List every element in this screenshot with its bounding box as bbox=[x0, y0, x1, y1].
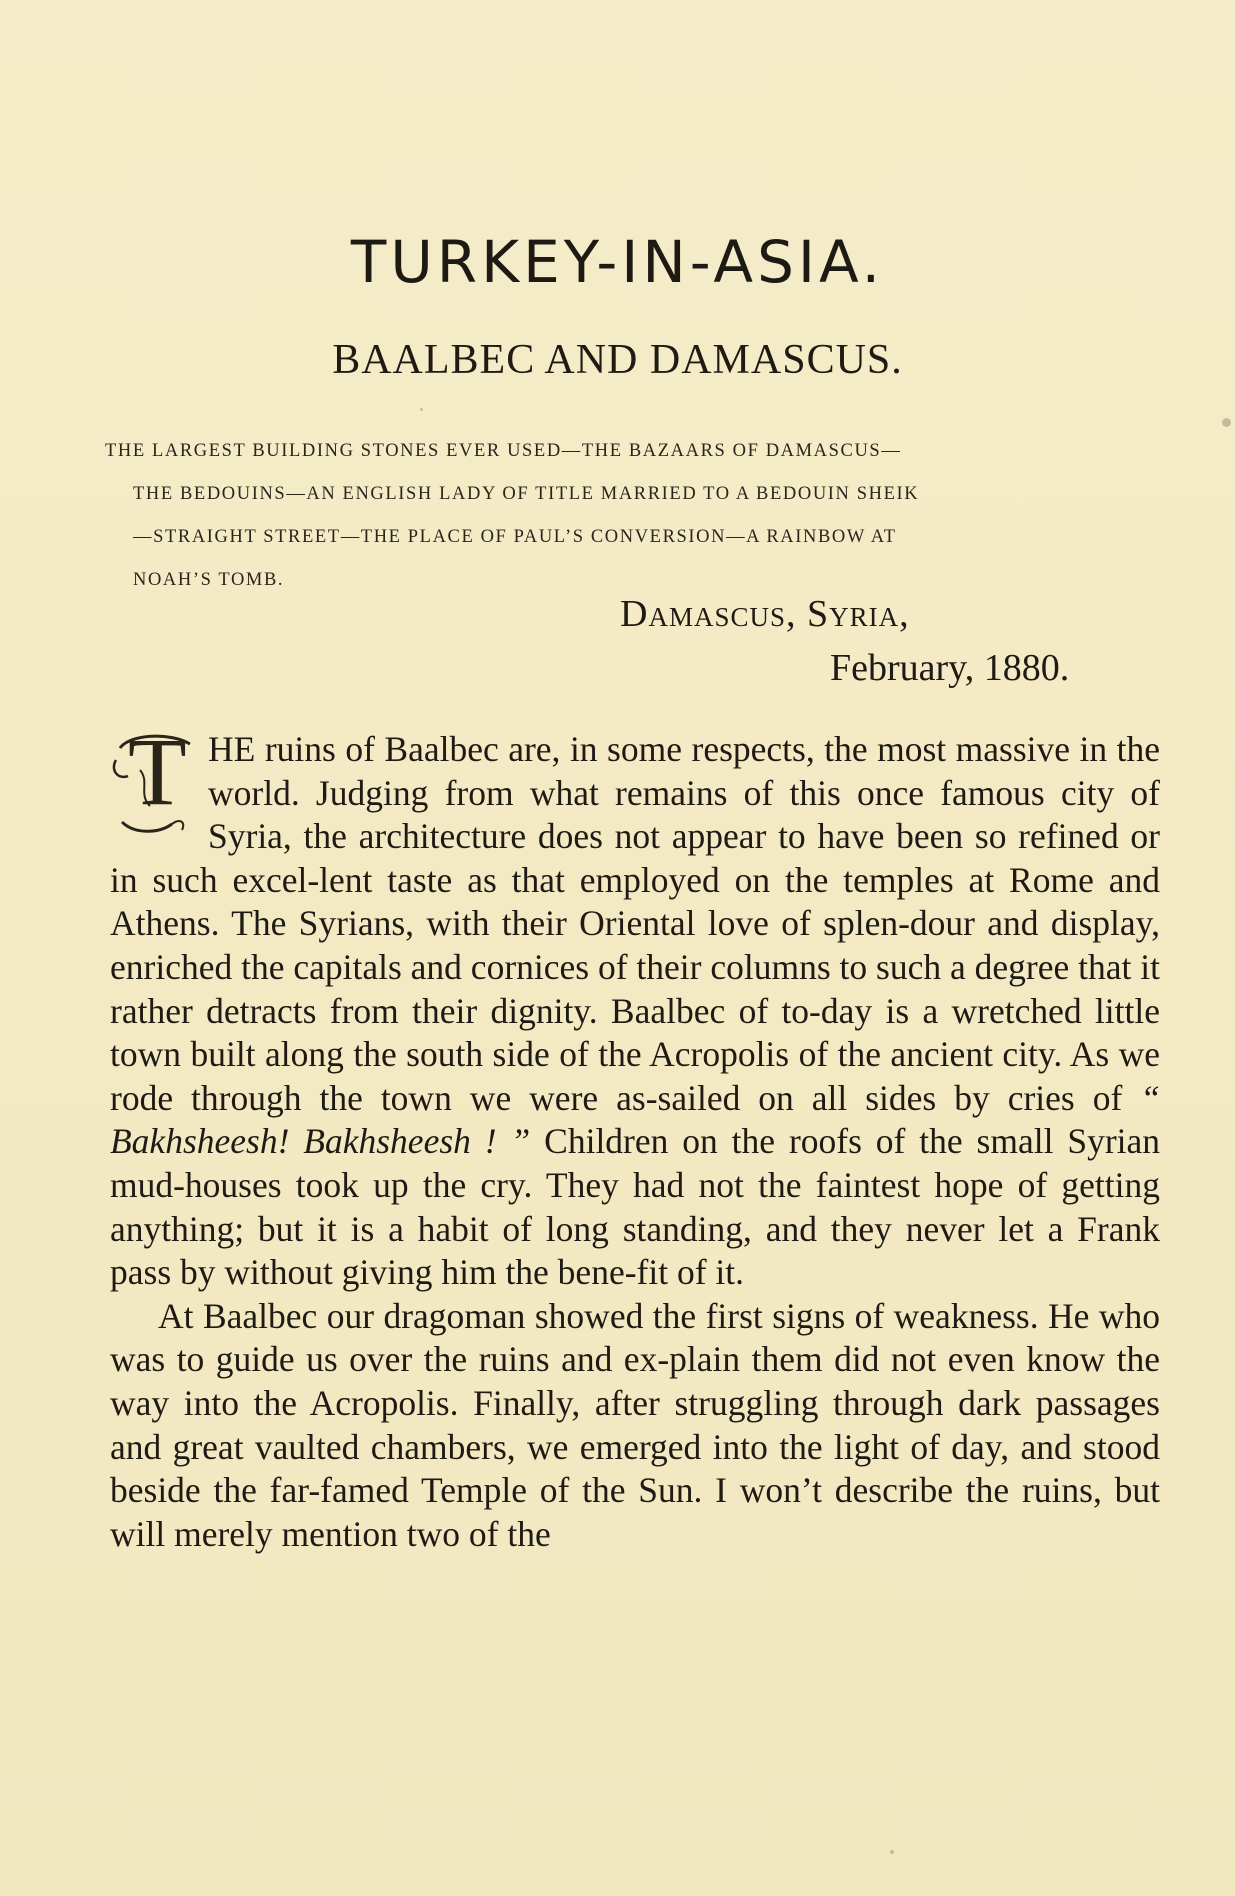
synopsis-line: THE BEDOUINS—AN ENGLISH LADY OF TITLE MARRIED TO A BEDOUIN SHEIK bbox=[133, 484, 920, 504]
chapter-title: TURKEY-IN-ASIA. bbox=[350, 228, 885, 296]
synopsis-line: THE LARGEST BUILDING STONES EVER USED—THE BAZAARS OF DAMASCUS— bbox=[105, 441, 902, 461]
paper-speck bbox=[420, 408, 423, 411]
synopsis-line: NOAH’S TOMB. bbox=[133, 570, 285, 590]
synopsis-line: —STRAIGHT STREET—THE PLACE OF PAUL’S CONVERSION—A RAINBOW AT bbox=[133, 527, 897, 547]
paper-speck bbox=[890, 1850, 894, 1854]
drop-cap-letter: T bbox=[128, 718, 187, 825]
paragraph-text: HE ruins of Baalbec are, in some respects, the most massive in the world. Judging from what remains of this once famous city of Syria, the architecture does not appear to have been so refined or in such excel-lent taste as that employed on the temples at Rome and Athens. The Syrians, with their Oriental love of splen-dour and display, enriched the capitals and cornices of their columns to such a degree that it rather detracts from their dignity. Baalbec of to-day is a wretched little town built along the south side of the Acropolis of the ancient city. As we rode through the town we were as-sailed on all sides by cries of bbox=[110, 729, 1160, 1118]
dateline-place: Damascus, Syria, bbox=[620, 593, 910, 635]
dateline-date: February, 1880. bbox=[830, 647, 1070, 689]
chapter-subtitle: BAALBEC AND DAMASCUS. bbox=[332, 337, 903, 383]
italic-quote: “ Bakhsheesh! Bakhsheesh ! ” bbox=[110, 1077, 1161, 1162]
body-text bbox=[110, 718, 1161, 1556]
ornamental-drop-cap bbox=[110, 718, 198, 840]
paper-speck bbox=[1222, 418, 1231, 427]
paragraph: At Baalbec our dragoman showed the first signs of weakness. He who was to guide us over the ruins and ex-plain them did not even know the way into the Acropolis. Finally, after struggling through dark passages and great vaulted chambers, we emerged into the light of day, and stood beside the far-famed Temple of the Sun. I won’t describe the ruins, but will merely mention two of the bbox=[110, 1295, 1160, 1554]
chapter-synopsis bbox=[105, 430, 1165, 602]
paragraph bbox=[110, 718, 1161, 1295]
paragraph-text: Children on the roofs of the small Syrian mud-houses took up the cry. They had not the faintest hope of getting anything; but it is a habit of long standing, and they never let a Frank pass by without giving him the bene-fit of it. bbox=[110, 1121, 1161, 1293]
